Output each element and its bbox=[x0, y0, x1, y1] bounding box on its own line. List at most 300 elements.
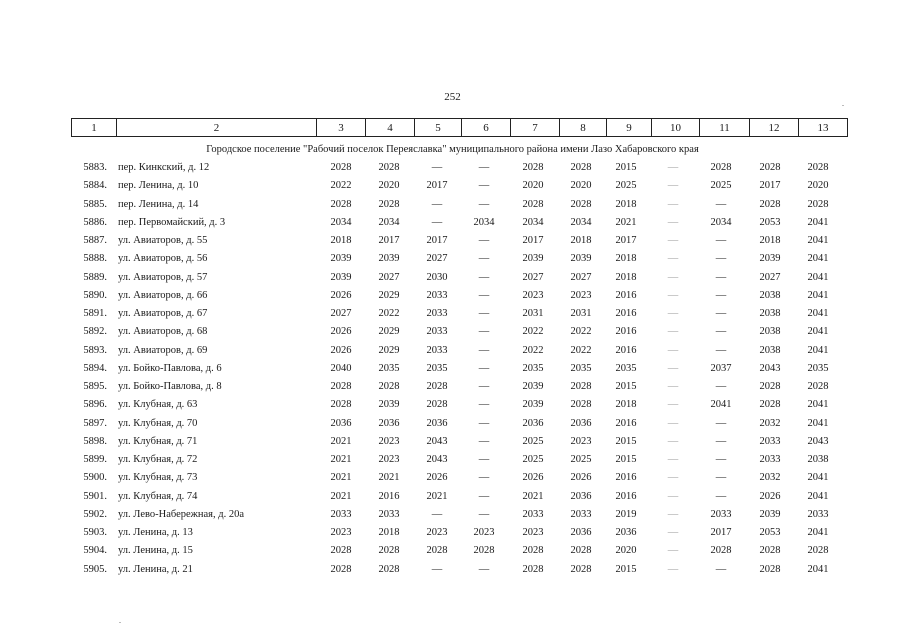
table-row bbox=[71, 451, 843, 469]
row-value-col-13: 2041 bbox=[807, 308, 829, 319]
row-number: 5894. bbox=[83, 362, 107, 374]
table-row bbox=[71, 378, 843, 396]
row-value-col-13: 2028 bbox=[807, 545, 829, 557]
row-value-col-10: — bbox=[667, 289, 679, 301]
row-value-col-13: 2041 bbox=[807, 235, 829, 246]
row-address: ул. Ленина, д. 13 bbox=[118, 527, 193, 538]
row-value-col-4: 2029 bbox=[378, 326, 400, 338]
row-value-col-12: 2027 bbox=[759, 271, 781, 283]
row-value-col-10: — bbox=[667, 527, 679, 538]
row-value-col-8: 2036 bbox=[570, 527, 592, 538]
row-value-col-5: 2033 bbox=[426, 326, 448, 338]
row-value-col-9: 2016 bbox=[615, 472, 637, 484]
row-value-col-4: 2023 bbox=[378, 454, 400, 465]
table-row bbox=[71, 342, 843, 360]
row-value-col-7: 2039 bbox=[522, 381, 544, 392]
row-number: 5895. bbox=[83, 381, 107, 392]
row-value-col-11: 2028 bbox=[710, 545, 732, 557]
row-value-col-13: 2041 bbox=[807, 527, 829, 538]
row-address: ул. Авиаторов, д. 57 bbox=[118, 271, 208, 283]
row-value-col-4: 2016 bbox=[378, 490, 400, 502]
row-value-col-3: 2028 bbox=[330, 399, 352, 411]
row-address: ул. Клубная, д. 74 bbox=[118, 490, 198, 502]
row-value-col-11: 2017 bbox=[710, 527, 732, 538]
row-value-col-4: 2028 bbox=[378, 381, 400, 392]
row-value-col-11: — bbox=[715, 308, 727, 319]
row-value-col-7: 2036 bbox=[522, 417, 544, 429]
row-value-col-5: 2028 bbox=[426, 545, 448, 557]
row-value-col-3: 2028 bbox=[330, 381, 352, 392]
row-value-col-6: — bbox=[478, 344, 490, 356]
row-number: 5899. bbox=[83, 454, 107, 465]
table-row bbox=[71, 415, 843, 433]
row-value-col-8: 2028 bbox=[570, 545, 592, 557]
row-value-col-5: 2017 bbox=[426, 235, 448, 246]
row-value-col-11: — bbox=[715, 289, 727, 301]
row-value-col-3: 2033 bbox=[330, 508, 352, 520]
row-number: 5886. bbox=[83, 216, 107, 228]
row-value-col-4: 2020 bbox=[378, 180, 400, 192]
row-value-col-11: — bbox=[715, 253, 727, 265]
row-value-col-4: 2028 bbox=[378, 198, 400, 210]
row-value-col-7: 2028 bbox=[522, 162, 544, 173]
row-value-col-5: 2036 bbox=[426, 417, 448, 429]
table-row bbox=[71, 524, 843, 542]
row-address: ул. Авиаторов, д. 67 bbox=[118, 308, 208, 319]
column-header: 4 bbox=[366, 119, 415, 137]
row-value-col-7: 2025 bbox=[522, 435, 544, 447]
row-value-col-3: 2021 bbox=[330, 435, 352, 447]
table-row bbox=[71, 469, 843, 487]
row-value-col-10: — bbox=[667, 490, 679, 502]
row-value-col-8: 2039 bbox=[570, 253, 592, 265]
row-value-col-9: 2015 bbox=[615, 454, 637, 465]
row-value-col-11: — bbox=[715, 490, 727, 502]
row-value-col-10: — bbox=[667, 508, 679, 520]
row-value-col-8: 2023 bbox=[570, 289, 592, 301]
table-row bbox=[71, 433, 843, 451]
row-value-col-6: 2034 bbox=[473, 216, 495, 228]
row-value-col-12: 2026 bbox=[759, 490, 781, 502]
row-number: 5883. bbox=[83, 162, 107, 173]
row-value-col-10: — bbox=[667, 162, 679, 173]
row-value-col-3: 2023 bbox=[330, 527, 352, 538]
row-value-col-11: 2028 bbox=[710, 162, 732, 173]
row-address: ул. Авиаторов, д. 68 bbox=[118, 326, 208, 338]
row-value-col-11: 2033 bbox=[710, 508, 732, 520]
table-row bbox=[71, 561, 843, 579]
row-value-col-13: 2033 bbox=[807, 508, 829, 520]
column-header: 10 bbox=[652, 119, 700, 137]
row-value-col-5: 2021 bbox=[426, 490, 448, 502]
row-value-col-10: — bbox=[667, 417, 679, 429]
row-value-col-8: 2022 bbox=[570, 326, 592, 338]
row-value-col-3: 2018 bbox=[330, 235, 352, 246]
row-value-col-12: 2028 bbox=[759, 381, 781, 392]
row-value-col-13: 2041 bbox=[807, 216, 829, 228]
column-header: 8 bbox=[560, 119, 607, 137]
row-value-col-3: 2028 bbox=[330, 162, 352, 173]
row-value-col-4: 2039 bbox=[378, 399, 400, 411]
row-value-col-5: — bbox=[431, 198, 443, 210]
row-number: 5889. bbox=[83, 271, 107, 283]
table-row bbox=[71, 305, 843, 323]
table-row bbox=[71, 506, 843, 524]
row-value-col-3: 2040 bbox=[330, 362, 352, 374]
column-header: 5 bbox=[415, 119, 462, 137]
row-value-col-6: — bbox=[478, 289, 490, 301]
row-value-col-7: 2025 bbox=[522, 454, 544, 465]
row-address: ул. Ленина, д. 21 bbox=[118, 563, 193, 575]
row-value-col-12: 2032 bbox=[759, 417, 781, 429]
row-address: пер. Первомайский, д. 3 bbox=[118, 216, 226, 228]
row-value-col-6: — bbox=[478, 198, 490, 210]
row-value-col-11: 2037 bbox=[710, 362, 732, 374]
row-value-col-5: 2028 bbox=[426, 399, 448, 411]
row-value-col-6: 2028 bbox=[473, 545, 495, 557]
row-value-col-8: 2026 bbox=[570, 472, 592, 484]
column-header: 12 bbox=[750, 119, 799, 137]
row-address: ул. Клубная, д. 73 bbox=[118, 472, 198, 484]
row-value-col-6: — bbox=[478, 381, 490, 392]
row-value-col-10: — bbox=[667, 362, 679, 374]
row-value-col-9: 2018 bbox=[615, 198, 637, 210]
row-value-col-3: 2021 bbox=[330, 490, 352, 502]
row-value-col-4: 2028 bbox=[378, 545, 400, 557]
row-value-col-9: 2016 bbox=[615, 308, 637, 319]
row-value-col-7: 2031 bbox=[522, 308, 544, 319]
row-value-col-10: — bbox=[667, 198, 679, 210]
row-value-col-8: 2018 bbox=[570, 235, 592, 246]
row-value-col-9: 2020 bbox=[615, 545, 637, 557]
table-row bbox=[71, 360, 843, 378]
row-value-col-7: 2028 bbox=[522, 545, 544, 557]
row-value-col-3: 2026 bbox=[330, 326, 352, 338]
row-number: 5888. bbox=[83, 253, 107, 265]
row-number: 5904. bbox=[83, 545, 107, 557]
row-value-col-12: 2033 bbox=[759, 435, 781, 447]
row-value-col-12: 2017 bbox=[759, 180, 781, 192]
row-value-col-13: 2041 bbox=[807, 344, 829, 356]
row-value-col-11: — bbox=[715, 381, 727, 392]
table-row bbox=[71, 396, 843, 414]
row-value-col-7: 2026 bbox=[522, 472, 544, 484]
row-value-col-7: 2033 bbox=[522, 508, 544, 520]
row-value-col-6: — bbox=[478, 271, 490, 283]
row-value-col-3: 2027 bbox=[330, 308, 352, 319]
row-value-col-4: 2036 bbox=[378, 417, 400, 429]
row-value-col-5: 2033 bbox=[426, 308, 448, 319]
row-value-col-9: 2018 bbox=[615, 253, 637, 265]
row-number: 5892. bbox=[83, 326, 107, 338]
row-value-col-11: — bbox=[715, 198, 727, 210]
table-row bbox=[71, 214, 843, 232]
row-address: ул. Клубная, д. 72 bbox=[118, 454, 198, 465]
row-value-col-12: 2028 bbox=[759, 545, 781, 557]
table-row bbox=[71, 196, 843, 214]
row-value-col-11: — bbox=[715, 271, 727, 283]
row-value-col-9: 2015 bbox=[615, 381, 637, 392]
row-value-col-8: 2031 bbox=[570, 308, 592, 319]
row-value-col-7: 2027 bbox=[522, 271, 544, 283]
row-value-col-12: 2028 bbox=[759, 198, 781, 210]
row-value-col-11: — bbox=[715, 435, 727, 447]
row-value-col-11: 2034 bbox=[710, 216, 732, 228]
row-value-col-9: 2036 bbox=[615, 527, 637, 538]
row-number: 5891. bbox=[83, 308, 107, 319]
row-value-col-9: 2016 bbox=[615, 344, 637, 356]
row-value-col-10: — bbox=[667, 435, 679, 447]
row-value-col-6: — bbox=[478, 472, 490, 484]
row-value-col-4: 2034 bbox=[378, 216, 400, 228]
row-value-col-12: 2028 bbox=[759, 162, 781, 173]
row-value-col-4: 2028 bbox=[378, 563, 400, 575]
row-value-col-8: 2033 bbox=[570, 508, 592, 520]
row-value-col-10: — bbox=[667, 271, 679, 283]
row-value-col-13: 2035 bbox=[807, 362, 829, 374]
row-value-col-8: 2036 bbox=[570, 417, 592, 429]
row-number: 5897. bbox=[83, 417, 107, 429]
row-value-col-4: 2029 bbox=[378, 289, 400, 301]
row-value-col-11: — bbox=[715, 326, 727, 338]
table-row bbox=[71, 488, 843, 506]
row-value-col-3: 2039 bbox=[330, 253, 352, 265]
row-value-col-7: 2022 bbox=[522, 326, 544, 338]
row-value-col-10: — bbox=[667, 399, 679, 411]
row-value-col-5: 2043 bbox=[426, 454, 448, 465]
row-value-col-13: 2028 bbox=[807, 381, 829, 392]
row-number: 5901. bbox=[83, 490, 107, 502]
row-address: ул. Авиаторов, д. 66 bbox=[118, 289, 208, 301]
row-value-col-12: 2043 bbox=[759, 362, 781, 374]
row-value-col-4: 2022 bbox=[378, 308, 400, 319]
row-value-col-5: 2033 bbox=[426, 344, 448, 356]
row-value-col-13: 2028 bbox=[807, 198, 829, 210]
row-value-col-12: 2018 bbox=[759, 235, 781, 246]
row-value-col-12: 2038 bbox=[759, 289, 781, 301]
row-value-col-11: — bbox=[715, 344, 727, 356]
row-value-col-10: — bbox=[667, 545, 679, 557]
row-value-col-10: — bbox=[667, 326, 679, 338]
row-value-col-13: 2041 bbox=[807, 417, 829, 429]
row-value-col-7: 2020 bbox=[522, 180, 544, 192]
row-value-col-8: 2025 bbox=[570, 454, 592, 465]
row-value-col-8: 2028 bbox=[570, 563, 592, 575]
row-value-col-10: — bbox=[667, 344, 679, 356]
row-value-col-9: 2016 bbox=[615, 490, 637, 502]
row-value-col-3: 2039 bbox=[330, 271, 352, 283]
scan-speck bbox=[119, 622, 121, 623]
row-value-col-11: — bbox=[715, 235, 727, 246]
row-address: ул. Авиаторов, д. 56 bbox=[118, 253, 208, 265]
row-value-col-3: 2034 bbox=[330, 216, 352, 228]
row-value-col-4: 2035 bbox=[378, 362, 400, 374]
row-value-col-12: 2039 bbox=[759, 253, 781, 265]
row-number: 5885. bbox=[83, 198, 107, 210]
row-value-col-13: 2041 bbox=[807, 271, 829, 283]
row-value-col-7: 2039 bbox=[522, 253, 544, 265]
table-row bbox=[71, 250, 843, 268]
column-header: 6 bbox=[462, 119, 511, 137]
row-value-col-9: 2018 bbox=[615, 271, 637, 283]
row-address: ул. Авиаторов, д. 69 bbox=[118, 344, 208, 356]
row-address: пер. Ленина, д. 10 bbox=[118, 180, 199, 192]
row-value-col-3: 2036 bbox=[330, 417, 352, 429]
row-value-col-6: — bbox=[478, 162, 490, 173]
row-value-col-13: 2041 bbox=[807, 253, 829, 265]
row-value-col-10: — bbox=[667, 180, 679, 192]
page-number: 252 bbox=[444, 91, 461, 103]
row-value-col-7: 2035 bbox=[522, 362, 544, 374]
row-value-col-6: — bbox=[478, 235, 490, 246]
row-number: 5903. bbox=[83, 527, 107, 538]
row-value-col-8: 2035 bbox=[570, 362, 592, 374]
row-value-col-4: 2039 bbox=[378, 253, 400, 265]
row-value-col-6: — bbox=[478, 508, 490, 520]
row-address: пер. Ленина, д. 14 bbox=[118, 198, 199, 210]
row-number: 5905. bbox=[83, 563, 107, 575]
row-value-col-6: 2023 bbox=[473, 527, 495, 538]
row-value-col-7: 2022 bbox=[522, 344, 544, 356]
row-value-col-4: 2033 bbox=[378, 508, 400, 520]
table-row bbox=[71, 177, 843, 195]
row-value-col-10: — bbox=[667, 472, 679, 484]
row-address: ул. Авиаторов, д. 55 bbox=[118, 235, 208, 246]
row-value-col-4: 2028 bbox=[378, 162, 400, 173]
column-header: 13 bbox=[799, 119, 848, 137]
table-row bbox=[71, 159, 843, 177]
row-value-col-11: — bbox=[715, 563, 727, 575]
column-header: 11 bbox=[700, 119, 750, 137]
column-header: 3 bbox=[317, 119, 366, 137]
column-header: 7 bbox=[511, 119, 560, 137]
row-value-col-13: 2028 bbox=[807, 162, 829, 173]
row-value-col-8: 2022 bbox=[570, 344, 592, 356]
row-address: ул. Клубная, д. 70 bbox=[118, 417, 198, 429]
row-address: ул. Ленина, д. 15 bbox=[118, 545, 193, 557]
row-value-col-10: — bbox=[667, 381, 679, 392]
row-value-col-12: 2053 bbox=[759, 216, 781, 228]
row-value-col-6: — bbox=[478, 362, 490, 374]
row-value-col-13: 2041 bbox=[807, 472, 829, 484]
row-value-col-7: 2017 bbox=[522, 235, 544, 246]
row-value-col-5: 2026 bbox=[426, 472, 448, 484]
row-value-col-4: 2021 bbox=[378, 472, 400, 484]
row-value-col-9: 2025 bbox=[615, 180, 637, 192]
row-value-col-5: — bbox=[431, 508, 443, 520]
row-value-col-7: 2028 bbox=[522, 198, 544, 210]
table-row bbox=[71, 287, 843, 305]
row-value-col-6: — bbox=[478, 308, 490, 319]
row-value-col-9: 2017 bbox=[615, 235, 637, 246]
row-value-col-6: — bbox=[478, 454, 490, 465]
row-value-col-11: — bbox=[715, 454, 727, 465]
row-value-col-13: 2020 bbox=[807, 180, 829, 192]
row-value-col-9: 2016 bbox=[615, 289, 637, 301]
row-value-col-6: — bbox=[478, 253, 490, 265]
row-address: ул. Клубная, д. 63 bbox=[118, 399, 198, 411]
row-value-col-6: — bbox=[478, 180, 490, 192]
row-value-col-6: — bbox=[478, 435, 490, 447]
row-value-col-4: 2017 bbox=[378, 235, 400, 246]
row-value-col-8: 2028 bbox=[570, 381, 592, 392]
table-row bbox=[71, 232, 843, 250]
row-value-col-4: 2029 bbox=[378, 344, 400, 356]
row-number: 5893. bbox=[83, 344, 107, 356]
row-value-col-12: 2033 bbox=[759, 454, 781, 465]
row-value-col-3: 2028 bbox=[330, 545, 352, 557]
row-value-col-9: 2035 bbox=[615, 362, 637, 374]
row-value-col-9: 2016 bbox=[615, 326, 637, 338]
row-value-col-13: 2038 bbox=[807, 454, 829, 465]
row-value-col-3: 2021 bbox=[330, 454, 352, 465]
row-value-col-8: 2028 bbox=[570, 198, 592, 210]
table-row bbox=[71, 323, 843, 341]
row-value-col-6: — bbox=[478, 326, 490, 338]
row-value-col-6: — bbox=[478, 490, 490, 502]
row-value-col-9: 2018 bbox=[615, 399, 637, 411]
row-value-col-9: 2021 bbox=[615, 216, 637, 228]
row-address: пер. Кинкский, д. 12 bbox=[118, 162, 210, 173]
row-value-col-7: 2034 bbox=[522, 216, 544, 228]
column-header: 1 bbox=[72, 119, 117, 137]
row-value-col-6: — bbox=[478, 399, 490, 411]
data-rows bbox=[71, 159, 843, 579]
table-row bbox=[71, 269, 843, 287]
row-address: ул. Лево-Набережная, д. 20а bbox=[118, 508, 245, 520]
row-number: 5902. bbox=[83, 508, 107, 520]
row-value-col-13: 2041 bbox=[807, 563, 829, 575]
row-value-col-12: 2038 bbox=[759, 308, 781, 319]
row-value-col-12: 2053 bbox=[759, 527, 781, 538]
row-number: 5887. bbox=[83, 235, 107, 246]
row-value-col-10: — bbox=[667, 563, 679, 575]
row-value-col-3: 2028 bbox=[330, 198, 352, 210]
row-value-col-12: 2032 bbox=[759, 472, 781, 484]
row-value-col-7: 2023 bbox=[522, 527, 544, 538]
row-value-col-12: 2028 bbox=[759, 563, 781, 575]
row-value-col-12: 2028 bbox=[759, 399, 781, 411]
row-value-col-5: 2033 bbox=[426, 289, 448, 301]
row-value-col-5: 2027 bbox=[426, 253, 448, 265]
row-value-col-12: 2038 bbox=[759, 344, 781, 356]
section-title: Городское поселение "Рабочий поселок Переяславка" муниципального района имени Лазо Хабаровского края bbox=[206, 144, 699, 155]
row-value-col-13: 2041 bbox=[807, 289, 829, 301]
row-value-col-8: 2028 bbox=[570, 399, 592, 411]
row-value-col-4: 2027 bbox=[378, 271, 400, 283]
row-value-col-11: — bbox=[715, 472, 727, 484]
row-value-col-7: 2028 bbox=[522, 563, 544, 575]
column-header: 9 bbox=[607, 119, 652, 137]
row-value-col-13: 2041 bbox=[807, 399, 829, 411]
row-number: 5890. bbox=[83, 289, 107, 301]
row-value-col-7: 2023 bbox=[522, 289, 544, 301]
row-address: ул. Бойко-Павлова, д. 6 bbox=[118, 362, 222, 374]
row-value-col-8: 2020 bbox=[570, 180, 592, 192]
row-value-col-10: — bbox=[667, 454, 679, 465]
scan-speck bbox=[842, 105, 844, 106]
row-value-col-8: 2028 bbox=[570, 162, 592, 173]
row-value-col-8: 2034 bbox=[570, 216, 592, 228]
row-address: ул. Бойко-Павлова, д. 8 bbox=[118, 381, 222, 392]
row-value-col-10: — bbox=[667, 308, 679, 319]
row-value-col-11: 2041 bbox=[710, 399, 732, 411]
row-value-col-10: — bbox=[667, 216, 679, 228]
row-value-col-9: 2019 bbox=[615, 508, 637, 520]
row-value-col-8: 2027 bbox=[570, 271, 592, 283]
row-value-col-10: — bbox=[667, 253, 679, 265]
column-header-row bbox=[71, 118, 848, 137]
